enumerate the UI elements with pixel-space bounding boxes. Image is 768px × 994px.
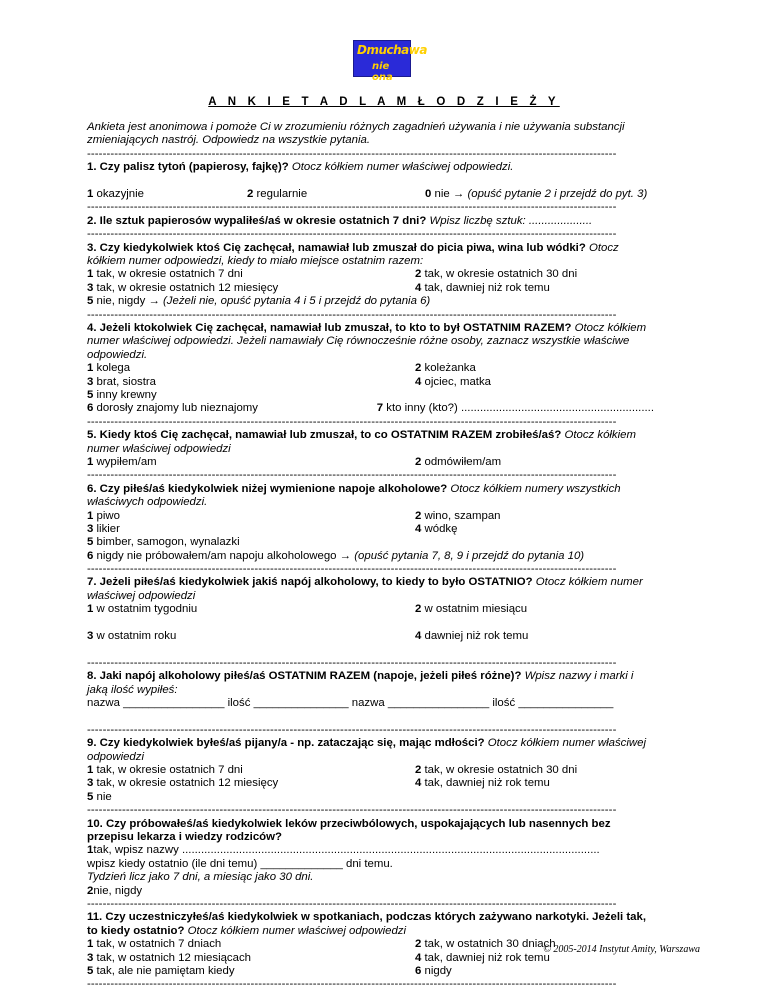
q7-option-1[interactable]: 1 w ostatnim tygodniu [87, 603, 198, 616]
q7-option-4[interactable]: 4 dawniej niż rok temu [415, 630, 529, 643]
q1-option-2[interactable]: 2 regularnie [247, 188, 308, 200]
q8-answer-line[interactable]: nazwa ________________ ilość _______________ nazwa ________________ ilość _______________ [87, 697, 614, 710]
logo-line2: nie ona [372, 61, 393, 83]
q10-days-line[interactable]: wpisz kiedy ostatnio (ile dni temu) _____________ dni temu. [87, 857, 393, 870]
intro-text: Ankieta jest anonimowa i pomoże Ci w zrozumieniu różnych zagadnień używania i nie używania substancji zmieniających nastrój. Odpowiedz na wszystkie pytania. [87, 121, 625, 147]
separator [87, 148, 654, 161]
q9-option-1[interactable]: 1 tak, w okresie ostatnich 7 dni [87, 764, 243, 777]
q6-option-2[interactable]: 2 wino, szampan [415, 509, 501, 522]
q3-option-4[interactable]: 4 tak, dawniej niż rok temu [415, 281, 550, 294]
question-11: 11. Czy uczestniczyłeś/aś kiedykolwiek w spotkaniach, podczas których zażywano narkotyki. Jeżeli tak, to kiedy ostatnio? Otocz kółkiem numer właściwej odpowiedzi [87, 911, 647, 937]
q3-option-5[interactable]: 5 nie, nigdy → (Jeżeli nie, opuść pytania 4 i 5 i przejdź do pytania 6) [87, 295, 431, 308]
q5-option-1[interactable]: 1 wypiłem/am [87, 455, 157, 468]
questionnaire-body [87, 121, 654, 992]
q10-note: Tydzień licz jako 7 dni, a miesiąc jako 30 dni. [87, 871, 314, 884]
q9-option-4[interactable]: 4 tak, dawniej niż rok temu [415, 777, 550, 790]
q4-option-1[interactable]: 1 kolega [87, 362, 131, 375]
q6-option-6[interactable]: 6 nigdy nie próbowałem/am napoju alkoholowego → (opuść pytania 7, 8, 9 i przejdź do pytania 10) [87, 549, 585, 562]
q4-option-7[interactable]: 7 kto inny (kto?) ............................................................. [376, 402, 654, 415]
q9-option-2[interactable]: 2 tak, w okresie ostatnich 30 dni [415, 764, 578, 777]
q1-option-1[interactable]: 1 okazyjnie [87, 188, 144, 200]
q5-option-2[interactable]: 2 odmówiłem/am [415, 455, 502, 468]
page-title: A N K I E T A D L A M Ł O D Z I E Ż Y [208, 96, 560, 108]
q11-option-1[interactable]: 1 tak, w ostatnich 7 dniach [87, 938, 222, 951]
logo [353, 40, 427, 83]
question-5: 5. Kiedy ktoś Cię zachęcał, namawiał lub zmuszał, to co OSTATNIM RAZEM zrobiłeś/aś? Otocz kółkiem numer właściwej odpowiedzi [87, 429, 636, 455]
q9-option-3[interactable]: 3 tak, w okresie ostatnich 12 miesięcy [87, 777, 279, 790]
q4-option-3[interactable]: 3 brat, siostra [87, 375, 157, 388]
q6-option-5[interactable]: 5 bimber, samogon, wynalazki [87, 536, 240, 549]
q3-option-2[interactable]: 2 tak, w okresie ostatnich 30 dni [415, 268, 578, 281]
q1-options [87, 188, 654, 201]
question-1: 1. Czy palisz tytoń (papierosy, fajkę)? Otocz kółkiem numer właściwej odpowiedzi. [87, 161, 514, 174]
question-10: 10. Czy próbowałeś/aś kiedykolwiek leków przeciwbólowych, uspokajających lub nasennych bez przepisu lekarza i wiedzy rodziców? [87, 817, 611, 844]
q3-option-1[interactable]: 1 tak, w okresie ostatnich 7 dni [87, 268, 243, 281]
question-9: 9. Czy kiedykolwiek byłeś/aś pijany/a - np. zataczając się, mając mdłości? Otocz kółkiem numer właściwej odpowiedzi [87, 737, 647, 763]
q4-option-2[interactable]: 2 koleżanka [415, 362, 476, 375]
q1-option-0[interactable]: 0 nie → (opuść pytanie 2 i przejdź do pyt. 3) [425, 188, 648, 200]
q11-option-4[interactable]: 4 tak, dawniej niż rok temu [415, 951, 550, 964]
logo-line1: Dmuchawa [357, 43, 427, 57]
copyright-footer: © 2005-2014 Instytut Amity, Warszawa [543, 944, 700, 955]
question-8: 8. Jaki napój alkoholowy piłeś/aś OSTATNIM RAZEM (napoje, jeżeli piłeś różne)? Wpisz nazwy i marki i jaką ilość wypiłeś: [87, 670, 634, 696]
q3-option-3[interactable]: 3 tak, w okresie ostatnich 12 miesięcy [87, 281, 279, 294]
q7-option-3[interactable]: 3 w ostatnim roku [87, 630, 177, 643]
q11-option-6[interactable]: 6 nigdy [415, 964, 452, 977]
q11-option-2[interactable]: 2 tak, w ostatnich 30 dniach [415, 938, 556, 951]
q7-option-2[interactable]: 2 w ostatnim miesiącu [415, 603, 528, 616]
q4-option-4[interactable]: 4 ojciec, matka [415, 375, 491, 388]
q9-option-5[interactable]: 5 nie [87, 790, 112, 803]
q11-option-3[interactable]: 3 tak, w ostatnich 12 miesiącach [87, 951, 251, 964]
question-7: 7. Jeżeli piłeś/aś kiedykolwiek jakiś napój alkoholowy, to kiedy to było OSTATNIO? Otocz kółkiem numer właściwej odpowiedzi [87, 576, 643, 602]
question-4: 4. Jeżeli ktokolwiek Cię zachęcał, namawiał lub zmuszał, to kto to był OSTATNIM RAZEM? Otocz kółkiem numer właściwej odpowiedzi. Jeżeli namawiały Cię równocześnie różne osoby, zaznacz wszystkie właściwe odpowiedzi. [87, 321, 647, 361]
q11-option-5[interactable]: 5 tak, ale nie pamiętam kiedy [87, 964, 235, 977]
q6-option-1[interactable]: 1 piwo [87, 509, 120, 522]
question-3: 3. Czy kiedykolwiek ktoś Cię zachęcał, namawiał lub zmuszał do picia piwa, wina lub wódki? Otocz kółkiem numer odpowiedzi, kiedy to miało miejsce ostatnim razem: [87, 241, 619, 267]
question-2: 2. Ile sztuk papierosów wypaliłeś/aś w okresie ostatnich 7 dni? Wpisz liczbę sztuk: .................... [87, 214, 593, 227]
q6-option-3[interactable]: 3 likier [87, 522, 120, 535]
q10-option-2[interactable]: 2 nie, nigdy [87, 884, 143, 897]
q4-option-5[interactable]: 5 inny krewny [87, 388, 157, 401]
question-6: 6. Czy piłeś/aś kiedykolwiek niżej wymienione napoje alkoholowe? Otocz kółkiem numery wszystkich właściwych odpowiedzi. [87, 482, 621, 509]
q6-option-4[interactable]: 4 wódkę [415, 522, 458, 535]
q10-option-1[interactable]: 1 tak, wpisz nazwy .................................................................................................................................... [87, 844, 600, 857]
q4-option-6[interactable]: 6 dorosły znajomy lub nieznajomy [87, 402, 258, 415]
